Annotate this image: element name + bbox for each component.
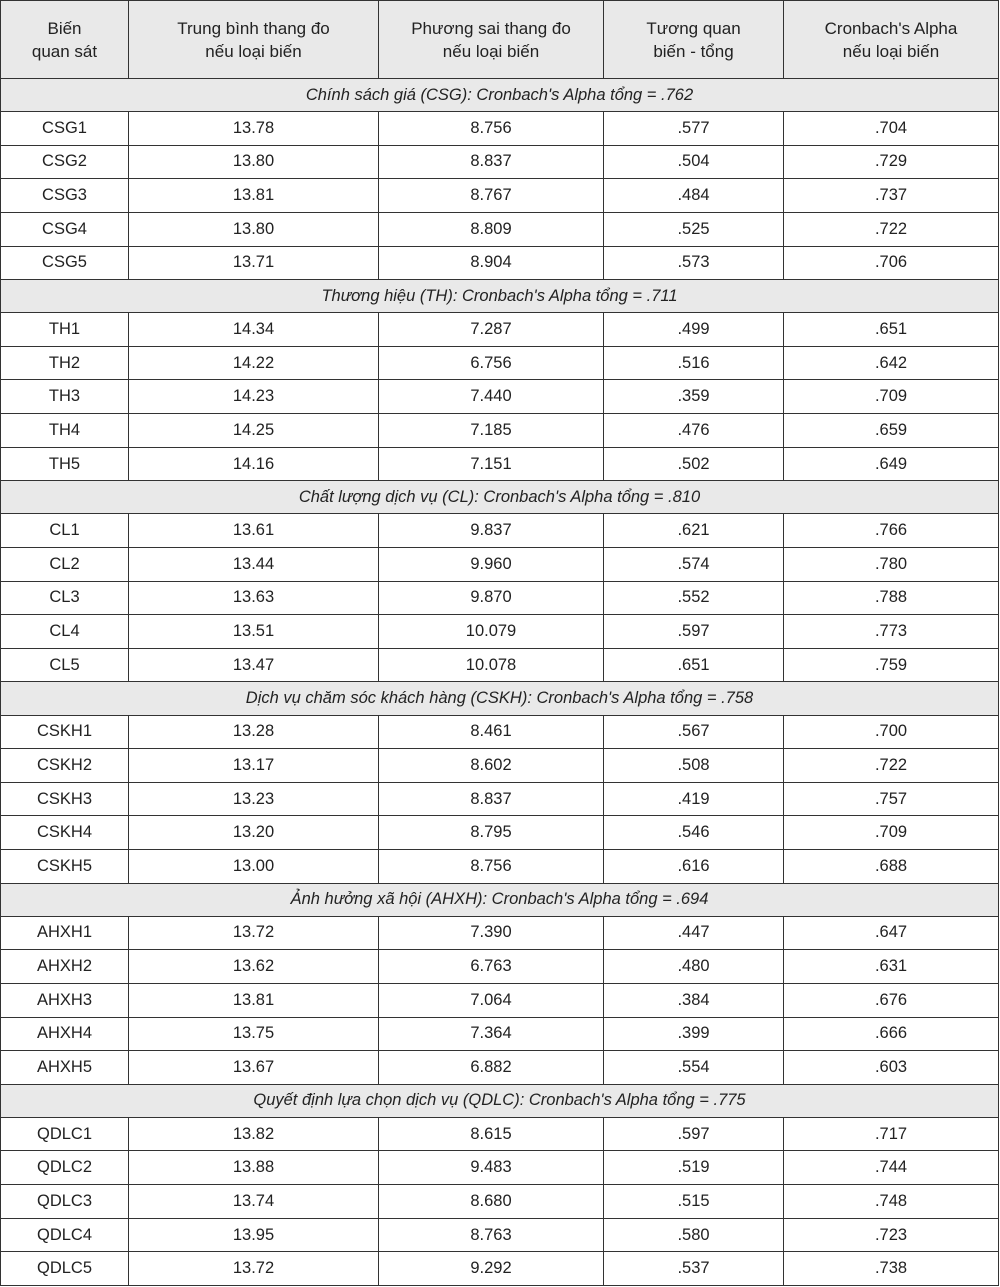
alpha-cell: .700 <box>784 715 999 749</box>
correlation-cell: .384 <box>604 983 784 1017</box>
alpha-cell: .688 <box>784 850 999 884</box>
correlation-cell: .476 <box>604 414 784 448</box>
table-row <box>1 514 999 548</box>
scale-variance-cell: 7.364 <box>379 1017 604 1051</box>
correlation-cell: .580 <box>604 1218 784 1252</box>
table-row <box>1 782 999 816</box>
correlation-cell: .537 <box>604 1252 784 1286</box>
correlation-cell: .480 <box>604 950 784 984</box>
scale-mean-cell: 14.16 <box>129 447 379 481</box>
variable-cell: TH2 <box>1 346 129 380</box>
scale-variance-cell: 8.837 <box>379 145 604 179</box>
variable-cell: AHXH2 <box>1 950 129 984</box>
correlation-cell: .499 <box>604 313 784 347</box>
table-row <box>1 346 999 380</box>
scale-variance-cell: 7.390 <box>379 916 604 950</box>
correlation-cell: .525 <box>604 212 784 246</box>
table-row <box>1 950 999 984</box>
scale-variance-cell: 9.870 <box>379 581 604 615</box>
scale-mean-cell: 13.23 <box>129 782 379 816</box>
table-row <box>1 1151 999 1185</box>
variable-cell: CL5 <box>1 648 129 682</box>
alpha-cell: .659 <box>784 414 999 448</box>
correlation-cell: .546 <box>604 816 784 850</box>
correlation-cell: .573 <box>604 246 784 280</box>
column-header-item-total-correlation: Tương quan biến - tổng <box>604 1 784 79</box>
table-row <box>1 648 999 682</box>
group-header-row <box>1 79 999 112</box>
scale-variance-cell: 8.756 <box>379 850 604 884</box>
scale-mean-cell: 13.62 <box>129 950 379 984</box>
correlation-cell: .616 <box>604 850 784 884</box>
alpha-cell: .773 <box>784 615 999 649</box>
scale-variance-cell: 7.151 <box>379 447 604 481</box>
table-row <box>1 850 999 884</box>
correlation-cell: .574 <box>604 547 784 581</box>
scale-mean-cell: 13.44 <box>129 547 379 581</box>
variable-cell: QDLC2 <box>1 1151 129 1185</box>
scale-variance-cell: 8.767 <box>379 179 604 213</box>
alpha-cell: .744 <box>784 1151 999 1185</box>
correlation-cell: .597 <box>604 615 784 649</box>
group-header-row <box>1 682 999 715</box>
table-row <box>1 816 999 850</box>
group-title: Quyết định lựa chọn dịch vụ (QDLC): Cronbach's Alpha tổng = .775 <box>1 1084 999 1117</box>
scale-mean-cell: 13.71 <box>129 246 379 280</box>
table-row <box>1 1185 999 1219</box>
alpha-cell: .709 <box>784 816 999 850</box>
alpha-cell: .706 <box>784 246 999 280</box>
correlation-cell: .516 <box>604 346 784 380</box>
scale-mean-cell: 13.80 <box>129 145 379 179</box>
variable-cell: AHXH1 <box>1 916 129 950</box>
correlation-cell: .508 <box>604 749 784 783</box>
correlation-cell: .621 <box>604 514 784 548</box>
alpha-cell: .757 <box>784 782 999 816</box>
variable-cell: QDLC4 <box>1 1218 129 1252</box>
scale-mean-cell: 13.80 <box>129 212 379 246</box>
scale-variance-cell: 6.756 <box>379 346 604 380</box>
table-row <box>1 145 999 179</box>
scale-variance-cell: 10.079 <box>379 615 604 649</box>
correlation-cell: .554 <box>604 1051 784 1085</box>
alpha-cell: .642 <box>784 346 999 380</box>
scale-mean-cell: 13.81 <box>129 983 379 1017</box>
variable-cell: CSKH4 <box>1 816 129 850</box>
correlation-cell: .502 <box>604 447 784 481</box>
variable-cell: CL1 <box>1 514 129 548</box>
variable-cell: TH3 <box>1 380 129 414</box>
variable-cell: CSG2 <box>1 145 129 179</box>
table-row <box>1 414 999 448</box>
column-header-variable: Biến quan sát <box>1 1 129 79</box>
correlation-cell: .519 <box>604 1151 784 1185</box>
column-header-alpha-if-deleted: Cronbach's Alpha nếu loại biến <box>784 1 999 79</box>
column-header-scale-variance: Phương sai thang đo nếu loại biến <box>379 1 604 79</box>
table-row <box>1 1017 999 1051</box>
alpha-cell: .729 <box>784 145 999 179</box>
table-row <box>1 749 999 783</box>
group-header-row <box>1 883 999 916</box>
alpha-cell: .717 <box>784 1117 999 1151</box>
table-row <box>1 1252 999 1286</box>
alpha-cell: .651 <box>784 313 999 347</box>
scale-mean-cell: 14.34 <box>129 313 379 347</box>
scale-variance-cell: 8.904 <box>379 246 604 280</box>
group-title: Chính sách giá (CSG): Cronbach's Alpha tổng = .762 <box>1 79 999 112</box>
group-header-row <box>1 280 999 313</box>
table-row <box>1 547 999 581</box>
scale-mean-cell: 13.95 <box>129 1218 379 1252</box>
variable-cell: CL3 <box>1 581 129 615</box>
variable-cell: CL2 <box>1 547 129 581</box>
scale-variance-cell: 7.185 <box>379 414 604 448</box>
scale-mean-cell: 13.47 <box>129 648 379 682</box>
alpha-cell: .759 <box>784 648 999 682</box>
scale-variance-cell: 8.837 <box>379 782 604 816</box>
scale-variance-cell: 8.461 <box>379 715 604 749</box>
scale-variance-cell: 6.882 <box>379 1051 604 1085</box>
column-header-scale-mean: Trung bình thang đo nếu loại biến <box>129 1 379 79</box>
variable-cell: TH1 <box>1 313 129 347</box>
scale-variance-cell: 9.837 <box>379 514 604 548</box>
scale-variance-cell: 6.763 <box>379 950 604 984</box>
group-title: Chất lượng dịch vụ (CL): Cronbach's Alpha tổng = .810 <box>1 481 999 514</box>
alpha-cell: .709 <box>784 380 999 414</box>
correlation-cell: .399 <box>604 1017 784 1051</box>
table-row <box>1 112 999 146</box>
scale-mean-cell: 13.51 <box>129 615 379 649</box>
scale-mean-cell: 13.88 <box>129 1151 379 1185</box>
alpha-cell: .780 <box>784 547 999 581</box>
variable-cell: CSG5 <box>1 246 129 280</box>
correlation-cell: .515 <box>604 1185 784 1219</box>
alpha-cell: .603 <box>784 1051 999 1085</box>
variable-cell: AHXH3 <box>1 983 129 1017</box>
scale-mean-cell: 13.28 <box>129 715 379 749</box>
scale-variance-cell: 7.064 <box>379 983 604 1017</box>
table-row <box>1 615 999 649</box>
table-row <box>1 1117 999 1151</box>
variable-cell: AHXH5 <box>1 1051 129 1085</box>
scale-mean-cell: 13.17 <box>129 749 379 783</box>
table-row <box>1 916 999 950</box>
group-header-row <box>1 481 999 514</box>
table-row <box>1 212 999 246</box>
table-row <box>1 313 999 347</box>
alpha-cell: .676 <box>784 983 999 1017</box>
variable-cell: CSG4 <box>1 212 129 246</box>
alpha-cell: .723 <box>784 1218 999 1252</box>
scale-mean-cell: 13.20 <box>129 816 379 850</box>
variable-cell: CSG1 <box>1 112 129 146</box>
scale-variance-cell: 7.287 <box>379 313 604 347</box>
variable-cell: AHXH4 <box>1 1017 129 1051</box>
alpha-cell: .722 <box>784 212 999 246</box>
alpha-cell: .748 <box>784 1185 999 1219</box>
correlation-cell: .567 <box>604 715 784 749</box>
header-row <box>1 1 999 79</box>
table-row <box>1 447 999 481</box>
group-title: Thương hiệu (TH): Cronbach's Alpha tổng = .711 <box>1 280 999 313</box>
scale-mean-cell: 14.22 <box>129 346 379 380</box>
scale-mean-cell: 14.25 <box>129 414 379 448</box>
scale-variance-cell: 8.756 <box>379 112 604 146</box>
correlation-cell: .597 <box>604 1117 784 1151</box>
correlation-cell: .447 <box>604 916 784 950</box>
scale-mean-cell: 13.81 <box>129 179 379 213</box>
scale-variance-cell: 10.078 <box>379 648 604 682</box>
table-row <box>1 1051 999 1085</box>
correlation-cell: .359 <box>604 380 784 414</box>
scale-variance-cell: 8.615 <box>379 1117 604 1151</box>
alpha-cell: .666 <box>784 1017 999 1051</box>
scale-variance-cell: 7.440 <box>379 380 604 414</box>
variable-cell: CSKH1 <box>1 715 129 749</box>
scale-mean-cell: 13.61 <box>129 514 379 548</box>
scale-mean-cell: 13.72 <box>129 1252 379 1286</box>
correlation-cell: .552 <box>604 581 784 615</box>
scale-mean-cell: 13.00 <box>129 850 379 884</box>
group-header-row <box>1 1084 999 1117</box>
alpha-cell: .737 <box>784 179 999 213</box>
scale-variance-cell: 9.483 <box>379 1151 604 1185</box>
scale-variance-cell: 8.763 <box>379 1218 604 1252</box>
variable-cell: TH5 <box>1 447 129 481</box>
alpha-cell: .738 <box>784 1252 999 1286</box>
variable-cell: TH4 <box>1 414 129 448</box>
alpha-cell: .722 <box>784 749 999 783</box>
correlation-cell: .651 <box>604 648 784 682</box>
scale-variance-cell: 8.809 <box>379 212 604 246</box>
variable-cell: CSKH3 <box>1 782 129 816</box>
variable-cell: CSKH5 <box>1 850 129 884</box>
scale-mean-cell: 13.63 <box>129 581 379 615</box>
scale-variance-cell: 8.680 <box>379 1185 604 1219</box>
variable-cell: QDLC5 <box>1 1252 129 1286</box>
correlation-cell: .484 <box>604 179 784 213</box>
scale-mean-cell: 13.82 <box>129 1117 379 1151</box>
scale-mean-cell: 13.74 <box>129 1185 379 1219</box>
correlation-cell: .419 <box>604 782 784 816</box>
correlation-cell: .577 <box>604 112 784 146</box>
alpha-cell: .788 <box>784 581 999 615</box>
variable-cell: CSKH2 <box>1 749 129 783</box>
variable-cell: QDLC1 <box>1 1117 129 1151</box>
table-row <box>1 1218 999 1252</box>
scale-mean-cell: 14.23 <box>129 380 379 414</box>
table-row <box>1 715 999 749</box>
scale-variance-cell: 8.795 <box>379 816 604 850</box>
variable-cell: QDLC3 <box>1 1185 129 1219</box>
alpha-cell: .647 <box>784 916 999 950</box>
group-title: Ảnh hưởng xã hội (AHXH): Cronbach's Alpha tổng = .694 <box>1 883 999 916</box>
alpha-cell: .766 <box>784 514 999 548</box>
scale-mean-cell: 13.75 <box>129 1017 379 1051</box>
table-row <box>1 246 999 280</box>
variable-cell: CSG3 <box>1 179 129 213</box>
alpha-cell: .631 <box>784 950 999 984</box>
alpha-cell: .704 <box>784 112 999 146</box>
group-title: Dịch vụ chăm sóc khách hàng (CSKH): Cronbach's Alpha tổng = .758 <box>1 682 999 715</box>
alpha-cell: .649 <box>784 447 999 481</box>
table-row <box>1 380 999 414</box>
scale-variance-cell: 9.292 <box>379 1252 604 1286</box>
correlation-cell: .504 <box>604 145 784 179</box>
scale-variance-cell: 8.602 <box>379 749 604 783</box>
scale-variance-cell: 9.960 <box>379 547 604 581</box>
table-row <box>1 983 999 1017</box>
scale-mean-cell: 13.78 <box>129 112 379 146</box>
table-row <box>1 179 999 213</box>
variable-cell: CL4 <box>1 615 129 649</box>
scale-mean-cell: 13.67 <box>129 1051 379 1085</box>
table-row <box>1 581 999 615</box>
scale-mean-cell: 13.72 <box>129 916 379 950</box>
